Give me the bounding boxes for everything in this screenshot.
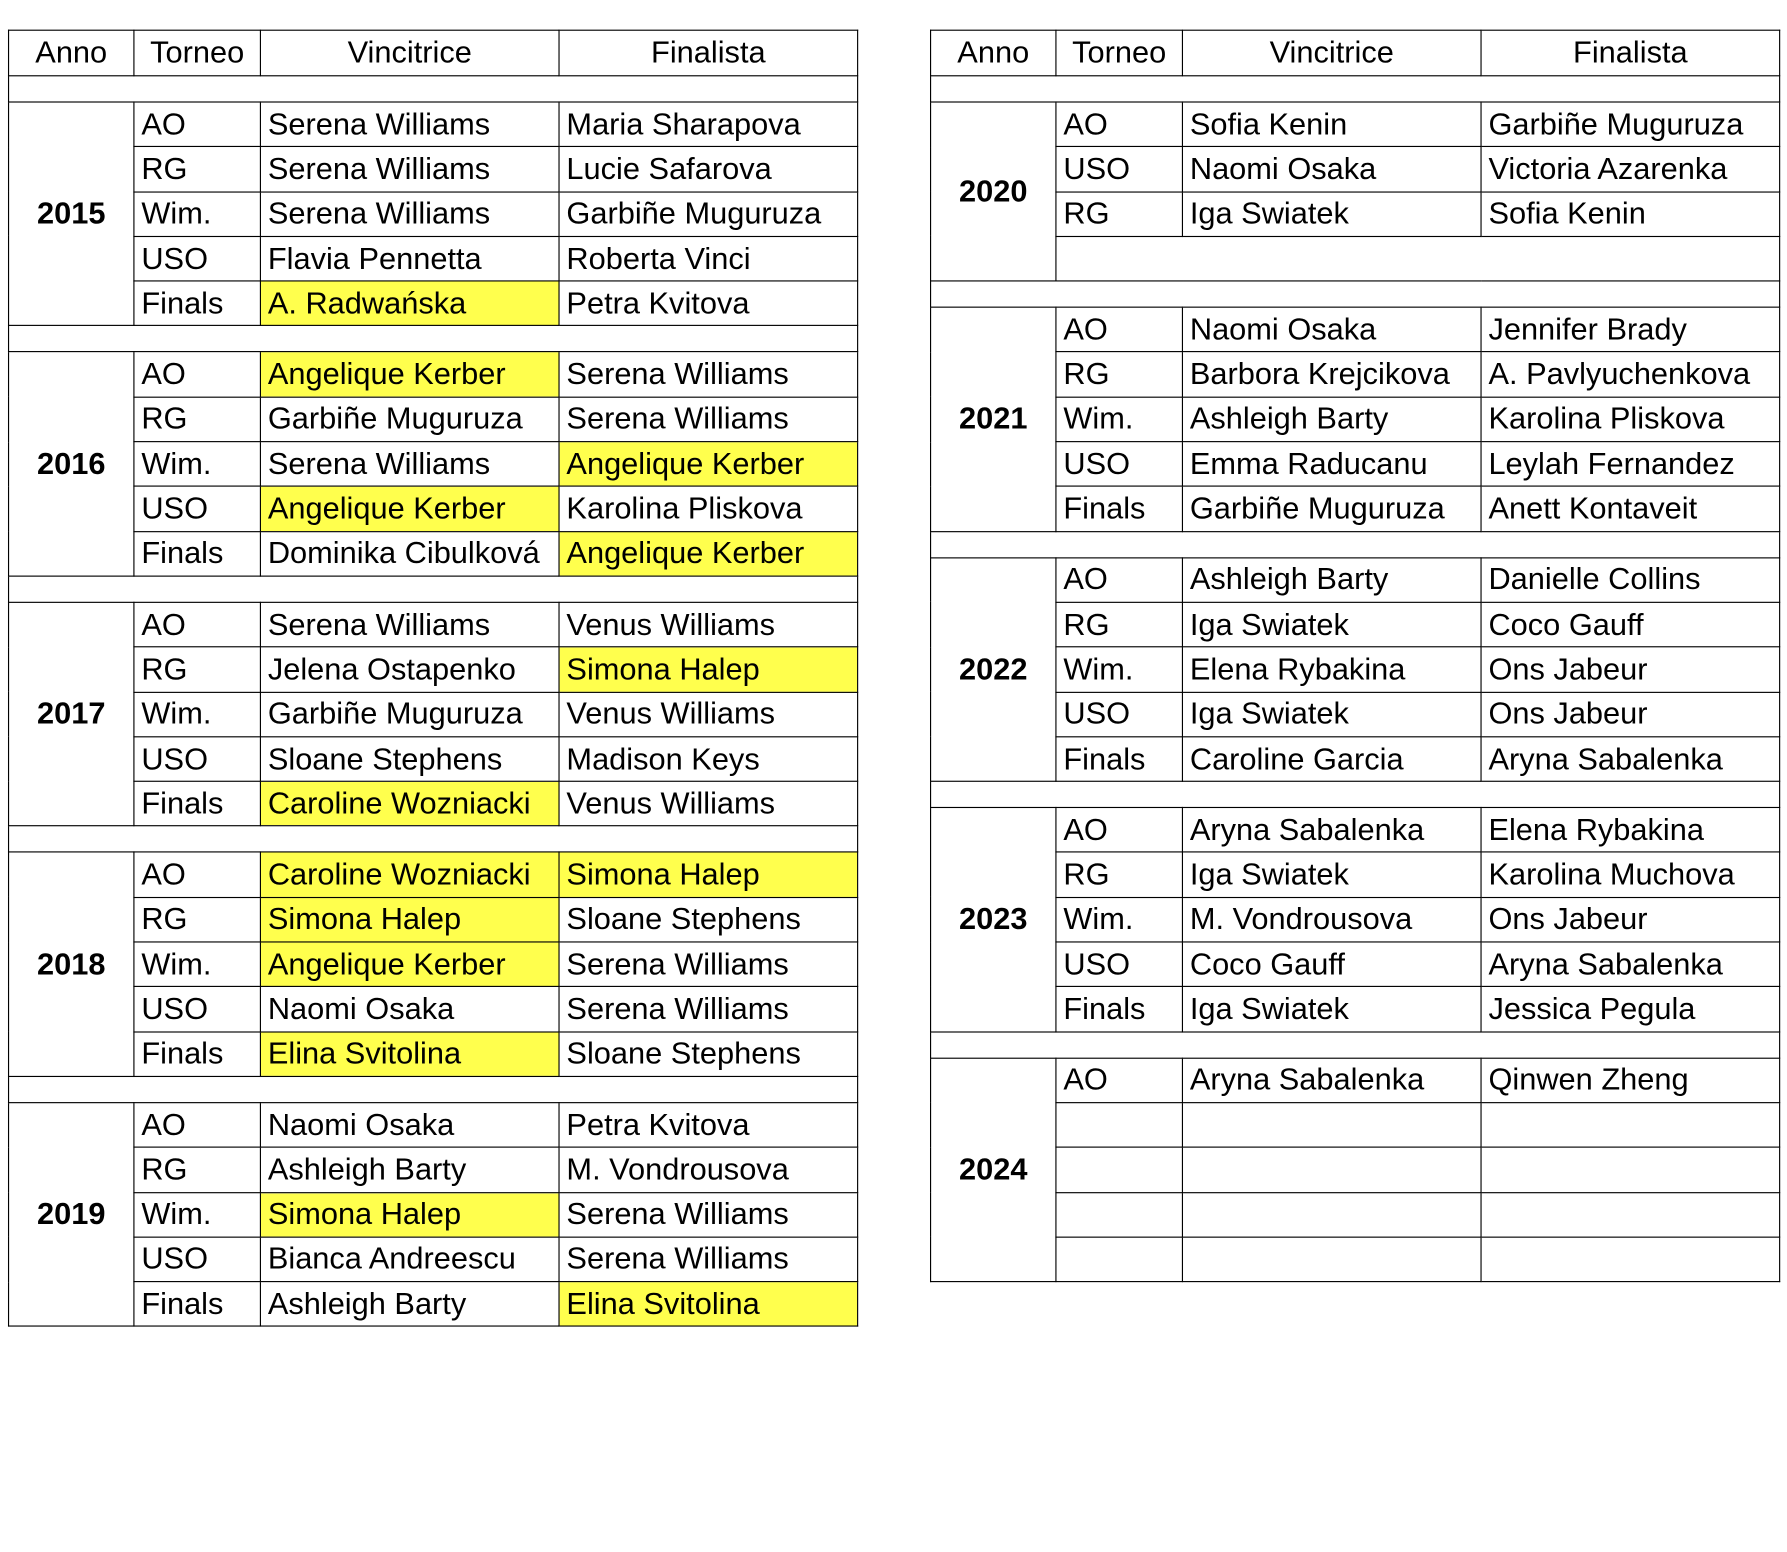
spacer-cell xyxy=(931,531,1780,557)
tournament-cell: Finals xyxy=(134,781,261,826)
winner-cell: Caroline Wozniacki xyxy=(260,852,559,897)
finalist-cell: Serena Williams xyxy=(559,942,858,987)
tournament-cell xyxy=(1056,1237,1183,1282)
tournament-cell: USO xyxy=(134,236,261,281)
tournament-cell: Finals xyxy=(1056,987,1183,1032)
tournament-cell: RG xyxy=(1056,192,1183,237)
table-row xyxy=(931,487,1780,532)
table-row xyxy=(931,1103,1780,1148)
spacer-row xyxy=(931,531,1780,557)
winner-cell xyxy=(1182,1103,1481,1148)
year-cell: 2019 xyxy=(9,1103,134,1327)
finalist-cell: Madison Keys xyxy=(559,737,858,782)
table-row xyxy=(9,1103,858,1148)
finalist-cell: Serena Williams xyxy=(559,352,858,397)
tournament-cell: Wim. xyxy=(134,442,261,487)
header-finalista: Finalista xyxy=(1481,30,1780,76)
winner-cell: Iga Swiatek xyxy=(1182,692,1481,737)
winner-cell: Iga Swiatek xyxy=(1182,987,1481,1032)
finalist-cell: A. Pavlyuchenkova xyxy=(1481,352,1780,397)
table-row xyxy=(9,102,858,147)
table-row xyxy=(9,147,858,192)
tournament-cell: USO xyxy=(134,737,261,782)
finalist-cell: Serena Williams xyxy=(559,987,858,1032)
header-anno: Anno xyxy=(931,30,1056,76)
spacer-row xyxy=(931,76,1780,102)
tournament-cell: Finals xyxy=(1056,737,1183,782)
winner-cell: Garbiñe Muguruza xyxy=(260,692,559,737)
tournament-cell: RG xyxy=(134,147,261,192)
spacer-row xyxy=(9,76,858,102)
tournament-cell: RG xyxy=(1056,602,1183,647)
finalist-cell: Roberta Vinci xyxy=(559,236,858,281)
winner-cell: Sloane Stephens xyxy=(260,737,559,782)
tournament-cell xyxy=(1056,1103,1183,1148)
winner-cell: A. Radwańska xyxy=(260,281,559,326)
finalist-cell: Angelique Kerber xyxy=(559,531,858,576)
finalist-cell: Venus Williams xyxy=(559,692,858,737)
tournament-cell: Finals xyxy=(1056,487,1183,532)
finalist-cell: Jessica Pegula xyxy=(1481,987,1780,1032)
finalist-cell: Venus Williams xyxy=(559,781,858,826)
winner-cell: Caroline Garcia xyxy=(1182,737,1481,782)
finalist-cell: Ons Jabeur xyxy=(1481,897,1780,942)
table-row xyxy=(9,602,858,647)
spacer-cell xyxy=(9,826,858,852)
tournament-cell: AO xyxy=(134,352,261,397)
winner-cell: Barbora Krejcikova xyxy=(1182,352,1481,397)
finalist-cell: Ons Jabeur xyxy=(1481,647,1780,692)
winner-cell: Dominika Cibulková xyxy=(260,531,559,576)
year-cell: 2021 xyxy=(931,307,1056,531)
finalist-cell: Aryna Sabalenka xyxy=(1481,737,1780,782)
table-row xyxy=(9,192,858,237)
table-row xyxy=(9,397,858,442)
tournament-cell: AO xyxy=(134,1103,261,1148)
finalist-cell: Garbiñe Muguruza xyxy=(1481,102,1780,147)
winner-cell: Garbiñe Muguruza xyxy=(260,397,559,442)
winner-cell: Sofia Kenin xyxy=(1182,102,1481,147)
table-row xyxy=(931,692,1780,737)
header-anno: Anno xyxy=(9,30,134,76)
finalist-cell: Aryna Sabalenka xyxy=(1481,942,1780,987)
finalist-cell: Maria Sharapova xyxy=(559,102,858,147)
finalist-cell: Elina Svitolina xyxy=(559,1282,858,1327)
table-row xyxy=(931,307,1780,352)
winner-cell: Angelique Kerber xyxy=(260,942,559,987)
winner-cell: Bianca Andreescu xyxy=(260,1237,559,1282)
winner-cell: Iga Swiatek xyxy=(1182,192,1481,237)
spacer-row xyxy=(931,1032,1780,1058)
winner-cell: Jelena Ostapenko xyxy=(260,647,559,692)
finalist-cell: Serena Williams xyxy=(559,397,858,442)
header-torneo: Torneo xyxy=(1056,30,1183,76)
spacer-cell xyxy=(9,1076,858,1102)
finalist-cell: Venus Williams xyxy=(559,602,858,647)
table-row xyxy=(931,102,1780,147)
winner-cell: Serena Williams xyxy=(260,102,559,147)
tournament-cell: USO xyxy=(1056,942,1183,987)
winner-cell: Angelique Kerber xyxy=(260,487,559,532)
finalist-cell: M. Vondrousova xyxy=(559,1147,858,1192)
tournament-cell: USO xyxy=(1056,147,1183,192)
tournament-cell: AO xyxy=(1056,1058,1183,1103)
finalist-cell: Petra Kvitova xyxy=(559,1103,858,1148)
tournament-cell: USO xyxy=(1056,692,1183,737)
tournament-cell: RG xyxy=(134,397,261,442)
tournament-cell: Finals xyxy=(134,531,261,576)
winner-cell: Elina Svitolina xyxy=(260,1032,559,1077)
year-cell: 2016 xyxy=(9,352,134,576)
table-row xyxy=(9,352,858,397)
table-row xyxy=(931,1237,1780,1282)
finalist-cell: Simona Halep xyxy=(559,852,858,897)
table-row xyxy=(9,737,858,782)
winner-cell: Garbiñe Muguruza xyxy=(1182,487,1481,532)
tournament-cell: RG xyxy=(1056,852,1183,897)
finalist-cell: Sloane Stephens xyxy=(559,897,858,942)
finalist-cell xyxy=(1481,1237,1780,1282)
finalist-cell: Garbiñe Muguruza xyxy=(559,192,858,237)
winner-cell: Ashleigh Barty xyxy=(1182,558,1481,603)
table-row xyxy=(931,897,1780,942)
year-cell: 2023 xyxy=(931,808,1056,1032)
finalist-cell: Sofia Kenin xyxy=(1481,192,1780,237)
finalist-cell xyxy=(1481,1192,1780,1237)
winner-cell: Ashleigh Barty xyxy=(260,1282,559,1327)
table-row xyxy=(9,1237,858,1282)
table-row xyxy=(9,236,858,281)
header-vincitrice: Vincitrice xyxy=(260,30,559,76)
winner-cell: Naomi Osaka xyxy=(1182,307,1481,352)
winner-cell: Emma Raducanu xyxy=(1182,442,1481,487)
finalist-cell: Sloane Stephens xyxy=(559,1032,858,1077)
finalist-cell: Jennifer Brady xyxy=(1481,307,1780,352)
blank-merged-cell xyxy=(1056,236,1780,281)
results-table-2015-2019 xyxy=(8,30,858,1327)
table-row xyxy=(9,281,858,326)
winner-cell: Simona Halep xyxy=(260,897,559,942)
table-row xyxy=(931,147,1780,192)
year-cell: 2017 xyxy=(9,602,134,826)
table-row xyxy=(931,397,1780,442)
table-row xyxy=(931,942,1780,987)
finalist-cell: Lucie Safarova xyxy=(559,147,858,192)
table-row xyxy=(9,897,858,942)
table-row xyxy=(931,1147,1780,1192)
table-row xyxy=(9,987,858,1032)
spacer-row xyxy=(9,326,858,352)
table-row xyxy=(931,987,1780,1032)
winner-cell: Aryna Sabalenka xyxy=(1182,1058,1481,1103)
tournament-cell: AO xyxy=(134,602,261,647)
header-torneo: Torneo xyxy=(134,30,261,76)
finalist-cell: Qinwen Zheng xyxy=(1481,1058,1780,1103)
finalist-cell: Serena Williams xyxy=(559,1237,858,1282)
winner-cell: Ashleigh Barty xyxy=(1182,397,1481,442)
spacer-cell xyxy=(931,781,1780,807)
header-row xyxy=(931,30,1780,76)
tournament-cell: USO xyxy=(134,1237,261,1282)
tournament-cell: RG xyxy=(134,647,261,692)
winner-cell: Serena Williams xyxy=(260,602,559,647)
results-table-2020-2024 xyxy=(930,30,1780,1283)
table-row xyxy=(931,236,1780,281)
table-row xyxy=(931,558,1780,603)
winner-cell: Naomi Osaka xyxy=(260,1103,559,1148)
finalist-cell: Karolina Muchova xyxy=(1481,852,1780,897)
tournament-cell xyxy=(1056,1147,1183,1192)
header-row xyxy=(9,30,858,76)
table-row xyxy=(931,442,1780,487)
finalist-cell: Danielle Collins xyxy=(1481,558,1780,603)
winner-cell: Naomi Osaka xyxy=(260,987,559,1032)
tournament-cell: USO xyxy=(134,487,261,532)
tournament-cell: Wim. xyxy=(134,192,261,237)
spacer-cell xyxy=(9,326,858,352)
tournament-cell: Wim. xyxy=(1056,647,1183,692)
tournament-cell: Wim. xyxy=(134,692,261,737)
tournament-cell: Finals xyxy=(134,281,261,326)
tournament-cell: AO xyxy=(1056,102,1183,147)
tournament-cell: Wim. xyxy=(1056,397,1183,442)
table-row xyxy=(931,192,1780,237)
finalist-cell: Coco Gauff xyxy=(1481,602,1780,647)
winner-cell: Naomi Osaka xyxy=(1182,147,1481,192)
winner-cell: Elena Rybakina xyxy=(1182,647,1481,692)
table-row xyxy=(9,781,858,826)
tournament-cell: Finals xyxy=(134,1282,261,1327)
tournament-cell: AO xyxy=(134,102,261,147)
table-row xyxy=(931,808,1780,853)
tournament-cell: AO xyxy=(1056,307,1183,352)
winner-cell: Serena Williams xyxy=(260,192,559,237)
table-row xyxy=(9,1192,858,1237)
winner-cell xyxy=(1182,1237,1481,1282)
table-row xyxy=(9,1147,858,1192)
table-row xyxy=(9,852,858,897)
spacer-row xyxy=(931,281,1780,307)
table-row xyxy=(9,442,858,487)
winner-cell xyxy=(1182,1147,1481,1192)
tournament-cell: AO xyxy=(1056,558,1183,603)
tournament-cell: AO xyxy=(1056,808,1183,853)
tournament-cell xyxy=(1056,1192,1183,1237)
spacer-cell xyxy=(931,76,1780,102)
spacer-row xyxy=(931,781,1780,807)
table-row xyxy=(9,647,858,692)
table-row xyxy=(9,1032,858,1077)
table-row xyxy=(931,602,1780,647)
table-row xyxy=(9,487,858,532)
finalist-cell: Karolina Pliskova xyxy=(559,487,858,532)
finalist-cell: Simona Halep xyxy=(559,647,858,692)
table-row xyxy=(9,531,858,576)
winner-cell: Flavia Pennetta xyxy=(260,236,559,281)
winner-cell: Simona Halep xyxy=(260,1192,559,1237)
winner-cell: Iga Swiatek xyxy=(1182,602,1481,647)
winner-cell: Iga Swiatek xyxy=(1182,852,1481,897)
table-row xyxy=(931,1058,1780,1103)
spacer-row xyxy=(9,1076,858,1102)
finalist-cell xyxy=(1481,1147,1780,1192)
header-vincitrice: Vincitrice xyxy=(1182,30,1481,76)
finalist-cell: Ons Jabeur xyxy=(1481,692,1780,737)
finalist-cell: Leylah Fernandez xyxy=(1481,442,1780,487)
winner-cell: M. Vondrousova xyxy=(1182,897,1481,942)
year-cell: 2015 xyxy=(9,102,134,326)
tournament-cell: Wim. xyxy=(134,1192,261,1237)
header-finalista: Finalista xyxy=(559,30,858,76)
table-row xyxy=(9,942,858,987)
spacer-cell xyxy=(931,1032,1780,1058)
tournament-cell: USO xyxy=(1056,442,1183,487)
finalist-cell: Petra Kvitova xyxy=(559,281,858,326)
tournament-cell: Finals xyxy=(134,1032,261,1077)
winner-cell: Coco Gauff xyxy=(1182,942,1481,987)
year-cell: 2018 xyxy=(9,852,134,1076)
winner-cell: Angelique Kerber xyxy=(260,352,559,397)
finalist-cell: Victoria Azarenka xyxy=(1481,147,1780,192)
table-row xyxy=(931,852,1780,897)
tournament-cell: RG xyxy=(134,897,261,942)
spacer-cell xyxy=(931,281,1780,307)
table-row xyxy=(9,1282,858,1327)
tournament-cell: Wim. xyxy=(1056,897,1183,942)
tournament-cell: AO xyxy=(134,852,261,897)
table-row xyxy=(9,692,858,737)
winner-cell: Aryna Sabalenka xyxy=(1182,808,1481,853)
year-cell: 2024 xyxy=(931,1058,1056,1282)
table-row xyxy=(931,1192,1780,1237)
spacer-row xyxy=(9,576,858,602)
table-row xyxy=(931,647,1780,692)
winner-cell xyxy=(1182,1192,1481,1237)
table-row xyxy=(931,352,1780,397)
finalist-cell: Karolina Pliskova xyxy=(1481,397,1780,442)
spacer-row xyxy=(9,826,858,852)
finalist-cell: Angelique Kerber xyxy=(559,442,858,487)
year-cell: 2022 xyxy=(931,558,1056,782)
finalist-cell: Serena Williams xyxy=(559,1192,858,1237)
table-row xyxy=(931,737,1780,782)
spacer-cell xyxy=(9,76,858,102)
tournament-cell: USO xyxy=(134,987,261,1032)
tournament-cell: RG xyxy=(1056,352,1183,397)
winner-cell: Serena Williams xyxy=(260,442,559,487)
winner-cell: Caroline Wozniacki xyxy=(260,781,559,826)
finalist-cell: Elena Rybakina xyxy=(1481,808,1780,853)
winner-cell: Ashleigh Barty xyxy=(260,1147,559,1192)
tournament-cell: RG xyxy=(134,1147,261,1192)
finalist-cell xyxy=(1481,1103,1780,1148)
winner-cell: Serena Williams xyxy=(260,147,559,192)
spacer-cell xyxy=(9,576,858,602)
finalist-cell: Anett Kontaveit xyxy=(1481,487,1780,532)
tournament-cell: Wim. xyxy=(134,942,261,987)
year-cell: 2020 xyxy=(931,102,1056,281)
